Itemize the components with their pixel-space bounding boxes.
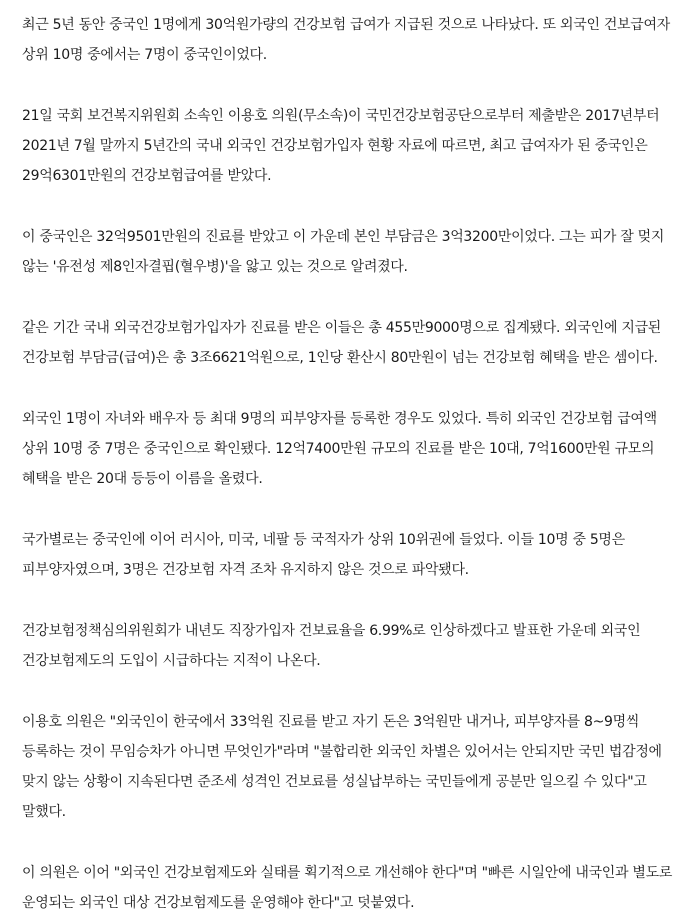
article-paragraph: 21일 국회 보건복지위원회 소속인 이용호 의원(무소속)이 국민건강보험공단으로부터 제출받은 2017년부터 2021년 7월 말까지 5년간의 국내 외국인 건강보험가입자 현황 자료에 따르면, 최고 급여자가 된 중국인은 29억6301만원의 건강보험급여를 받았다. xyxy=(22,108,660,184)
article-paragraph: 이용호 의원은 "외국인이 한국에서 33억원 진료를 받고 자기 돈은 3억원만 내거나, 피부양자를 8~9명씩 등록하는 것이 무임승차가 아니면 무엇인가"라며 "불합리한 외국인 차별은 있어서는 안되지만 국민 법감정에 맞지 않는 상황이 지속된다면 준조세 성격인 건보료를 성실납부하는 국민들에게 공분만 일으킬 수 있다"고 말했다. xyxy=(22,714,662,820)
article-paragraph: 건강보험정책심의위원회가 내년도 직장가입자 건보료율을 6.99%로 인상하겠다고 발표한 가운데 외국인 건강보험제도의 도입이 시급하다는 지적이 나온다. xyxy=(22,623,641,669)
article-paragraph: 이 의원은 이어 "외국인 건강보험제도와 실태를 획기적으로 개선해야 한다"며 "빠른 시일안에 내국인과 별도로 운영되는 외국인 대상 건강보험제도를 운영해야 한다"고 덧붙였다. xyxy=(22,865,673,911)
article-paragraph: 최근 5년 동안 중국인 1명에게 30억원가량의 건강보험 급여가 지급된 것으로 나타났다. 또 외국인 건보급여자 상위 10명 중에서는 7명이 중국인이었다. xyxy=(22,17,670,63)
article-paragraph: 외국인 1명이 자녀와 배우자 등 최대 9명의 피부양자를 등록한 경우도 있었다. 특히 외국인 건강보험 급여액 상위 10명 중 7명은 중국인으로 확인됐다. 12억7400만원 규모의 진료를 받은 10대, 7억1600만원 규모의 혜택을 받은 20대 등등이 이름을 올렸다. xyxy=(22,411,657,487)
article-paragraph: 이 중국인은 32억9501만원의 진료를 받았고 이 가운데 본인 부담금은 3억3200만이었다. 그는 피가 잘 멎지 않는 '유전성 제8인자결핍(혈우병)'을 앓고 있는 것으로 알려졌다. xyxy=(22,229,665,275)
article-body xyxy=(22,10,674,918)
article-paragraph: 국가별로는 중국인에 이어 러시아, 미국, 네팔 등 국적자가 상위 10위권에 들었다. 이들 10명 중 5명은 피부양자였으며, 3명은 건강보험 자격 조차 유지하지 않은 것으로 파악됐다. xyxy=(22,532,625,578)
article-paragraph: 같은 기간 국내 외국건강보험가입자가 진료를 받은 이들은 총 455만9000명으로 집계됐다. 외국인에 지급된 건강보험 부담금(급여)은 총 3조6621억원으로, 1인당 환산시 80만원이 넘는 건강보험 혜택을 받은 셈이다. xyxy=(22,320,662,366)
